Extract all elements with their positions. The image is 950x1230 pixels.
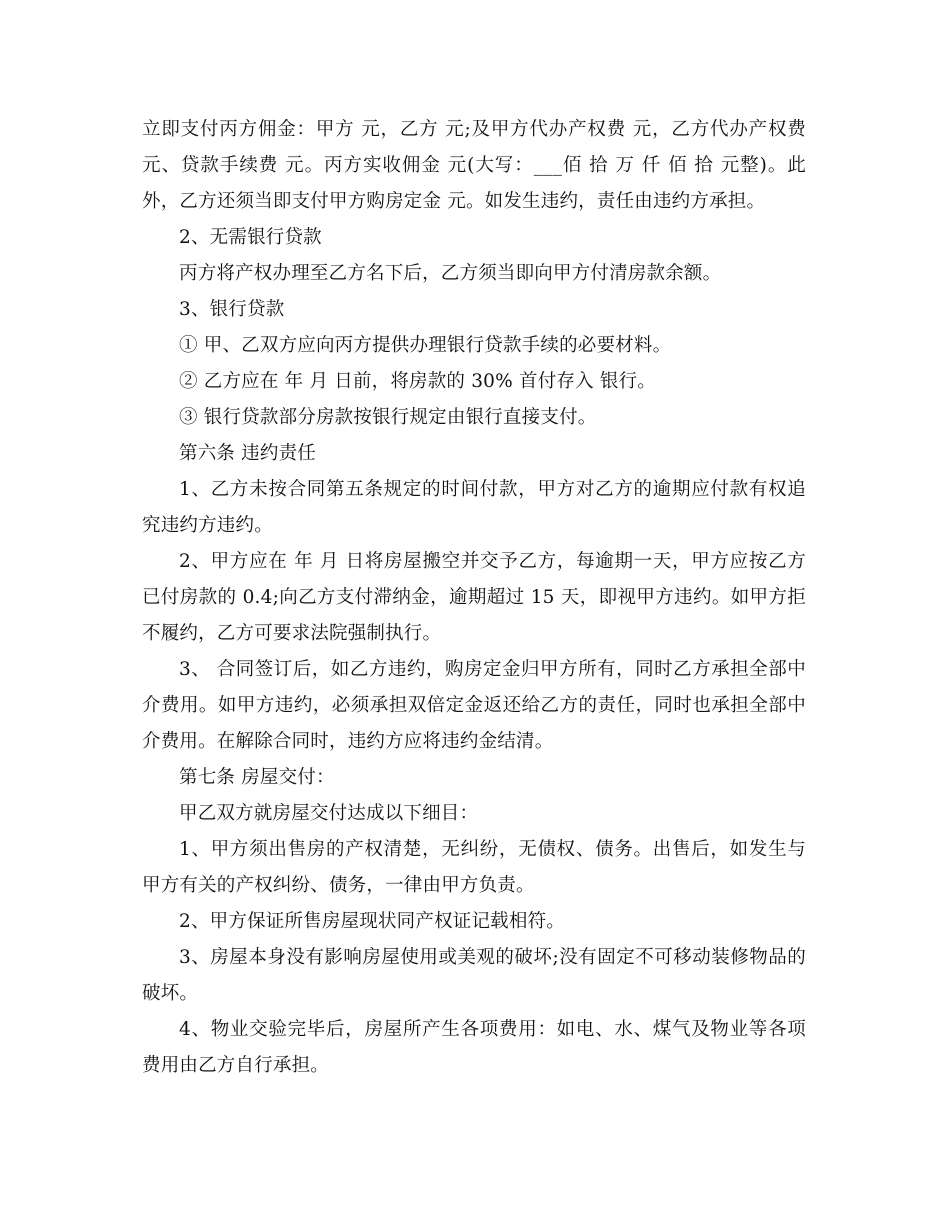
paragraph-clear-title: 1、甲方须出售房的产权清楚，无纠纷，无债权、债务。出售后，如发生与甲方有关的产权纠纷、债务，一律由甲方负责。 xyxy=(142,839,806,896)
paragraph-utility-fees: 4、物业交验完毕后，房屋所产生各项费用：如电、水、煤气及物业等各项费用由乙方自行承担。 xyxy=(142,1019,806,1076)
paragraph-down-payment: ② 乙方应在 年 月 日前，将房款的 30% 首付存入 银行。 xyxy=(179,371,656,392)
paragraph-no-damage: 3、房屋本身没有影响房屋使用或美观的破坏;没有固定不可移动装修物品的破坏。 xyxy=(142,947,806,1004)
paragraph-loan-payment: ③ 银行贷款部分房款按银行规定由银行直接支付。 xyxy=(179,407,597,428)
heading-bank-loan: 3、银行贷款 xyxy=(179,299,285,320)
paragraph-late-handover: 2、甲方应在 年 月 日将房屋搬空并交予乙方，每逾期一天，甲方应按乙方已付房款的 0.4;向乙方支付滞纳金，逾期超过 15 天，即视甲方违约。如甲方拒不履约，乙方可要求法院强制执行。 xyxy=(142,551,806,644)
paragraph-condition-match: 2、甲方保证所售房屋现状同产权证记载相符。 xyxy=(179,911,565,932)
document-page xyxy=(142,112,806,1084)
article-six-heading: 第六条 违约责任 xyxy=(179,443,316,464)
heading-no-bank-loan: 2、无需银行贷款 xyxy=(179,227,322,248)
paragraph-no-loan-balance: 丙方将产权办理至乙方名下后，乙方须当即向甲方付清房款余额。 xyxy=(179,263,722,284)
article-seven-heading: 第七条 房屋交付： xyxy=(179,767,335,788)
paragraph-breach-deposit: 3、 合同签订后，如乙方违约，购房定金归甲方所有，同时乙方承担全部中介费用。如甲方违约，必须承担双倍定金返还给乙方的责任，同时也承担全部中介费用。在解除合同时，违约方应将违约金结清。 xyxy=(142,659,806,752)
paragraph-late-payment: 1、乙方未按合同第五条规定的时间付款，甲方对乙方的逾期应付款有权追究违约方违约。 xyxy=(142,479,806,536)
paragraph-loan-materials: ① 甲、乙双方应向丙方提供办理银行贷款手续的必要材料。 xyxy=(179,335,672,356)
paragraph-commission-payment: 立即支付丙方佣金：甲方 元，乙方 元;及甲方代办产权费 元，乙方代办产权费 元、贷款手续费 元。丙方实收佣金 元(大写：___佰 拾 万 仟 佰 拾 元整)。此外，乙方还须当即支付甲方购房定金 元。如发生违约，责任由违约方承担。 xyxy=(142,119,806,212)
paragraph-handover-details: 甲乙双方就房屋交付达成以下细目： xyxy=(179,803,479,824)
